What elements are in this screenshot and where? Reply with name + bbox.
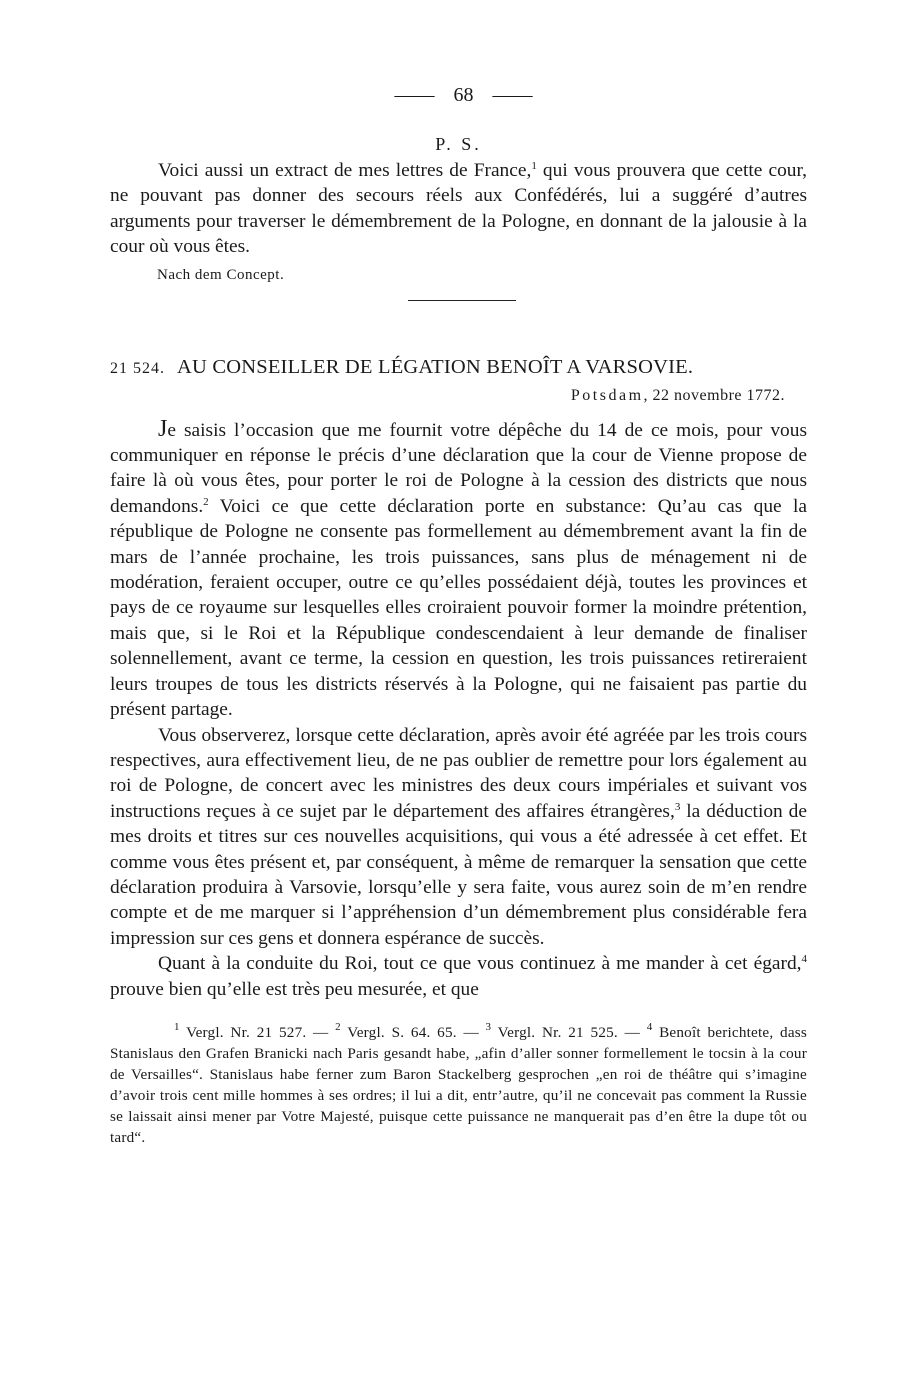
footnote-ref-1: 1	[531, 160, 537, 172]
footnote-3-text: Vergl. Nr. 21 525. —	[491, 1023, 647, 1041]
footnotes	[110, 1022, 807, 1148]
letter-place: Potsdam	[570, 386, 644, 404]
letter-paragraph-2-part-b: la déduction de mes droits et titres sur ces nouvelles acquisitions, qui vous a été adressée à cet effet. Et comme vous êtes présent et, par conséquent, à même de remarquer la sensation que cette déclaration produira à Varsovie, lorsqu’elle y sera faite, vous aurez soin de m’en rendre compte et de me marquer si l’appréhension d’un démembrement plus considérable fera impression sur ces gens et donnera espérance de succès.	[110, 800, 807, 949]
footnote-1-text: Vergl. Nr. 21 527. —	[179, 1023, 336, 1041]
letter-date: , 22 novembre 1772.	[643, 386, 785, 404]
header-dash-right: ——	[492, 84, 533, 106]
footnote-mark-4: 4	[646, 1020, 653, 1033]
footnote-mark-2: 2	[335, 1020, 341, 1033]
footnote-4-text: Benoît berichtete, dass Stanislaus den Grafen Branicki nach Paris gesandt habe, „afin d’aller sonner formellement le tocsin à la cour de Versailles“. Stanislaus habe ferner zum Baron Stackelberg gesprochen „en roi de théâtre qui s’imagine d’avoir trois cent mille hommes à ses ordres; il lui a dit, entr’autre, qu’il ne concevait pas comment la Russie se laissait ainsi mener par Votre Majesté, puisque cette puissance ne manquerait pas d’en être la dupe tôt ou tard“.	[110, 1023, 807, 1146]
letter-initial: J	[158, 415, 168, 442]
letter-paragraph-1-part-b: Voici ce que cette déclaration porte en substance: Qu’au cas que la république de Pologne ne consente pas formellement au démembrement avant la fin de mars de l’année prochaine, les trois puissances, sans plus de ménagement ni de modération, feraient occuper, outre ce qu’elles possédaient déjà, toutes les provinces et pays de ce royaume sur lesquelles elles croiraient pouvoir former la moindre prétention, mais que, si le Roi et la République condescendaient à leur demande de finaliser solennellement, avant ce terme, la cession en question, les trois puissances retireraient leurs troupes de tous les districts réservés à la Pologne, qui ne faisaient pas partie du présent partage.	[110, 495, 807, 721]
letter-body	[110, 417, 807, 1002]
postscript-heading: P. S.	[435, 134, 482, 154]
book-page	[110, 80, 807, 1148]
letter-heading	[110, 353, 807, 383]
letter-paragraph-2	[110, 723, 807, 952]
page-header	[120, 80, 807, 110]
letter-title: AU CONSEILLER DE LÉGATION BENOÎT A VARSOVIE.	[177, 355, 694, 378]
letter-paragraph-3	[110, 951, 807, 1002]
letter-paragraph-3-part-b: prouve bien qu’elle est très peu mesurée, et que	[110, 978, 479, 1000]
source-note: Nach dem Concept.	[157, 266, 285, 283]
footnote-block	[110, 1022, 807, 1148]
letter-paragraph-1	[110, 417, 807, 723]
letter-dateline	[110, 385, 785, 407]
footnote-ref-2: 2	[203, 495, 209, 508]
footnote-2-text: Vergl. S. 64. 65. —	[340, 1023, 486, 1041]
letter-paragraph-3-part-a: Quant à la conduite du Roi, tout ce que vous continuez à me mander à cet égard,	[158, 953, 802, 975]
footnote-mark-1: 1	[174, 1020, 180, 1033]
postscript-text-part-1: Voici aussi un extract de mes lettres de France,	[158, 160, 532, 181]
letter-number: 21 524.	[110, 359, 165, 377]
footnote-mark-3: 3	[485, 1020, 492, 1033]
footnote-ref-3: 3	[674, 800, 681, 813]
letter-paragraph-2-part-a: Vous observerez, lorsque cette déclaration, après avoir été agréée par les trois cours respectives, aura effectivement lieu, de ne pas oublier de remettre pour lors également au roi de Pologne, de concert avec les ministres des deux cours impériales et suivant vos instructions reçues à ce sujet par le département des affaires étrangères,	[110, 724, 807, 822]
page-number: 68	[453, 84, 474, 106]
footnote-ref-4: 4	[801, 953, 807, 966]
letter-paragraph-1-part-a: e saisis l’occasion que me fournit votre dépêche du 14 de ce mois, pour vous communiquer en réponse le précis d’une déclaration que la cour de Vienne propose de faire là où vous êtes, pour porter le roi de Pologne à la cession des districts que nous demandons.	[110, 419, 807, 517]
postscript-paragraph	[110, 158, 807, 260]
postscript-text-part-2: qui vous prouvera que cette cour, ne pouvant pas donner des secours réels aux Confédérés, lui a suggéré d’autres arguments pour traverser le démembrement de la Pologne, en donnant de la jalousie à la cour où vous êtes.	[110, 160, 807, 258]
section-divider	[408, 300, 516, 301]
header-dash-left: ——	[394, 84, 435, 106]
